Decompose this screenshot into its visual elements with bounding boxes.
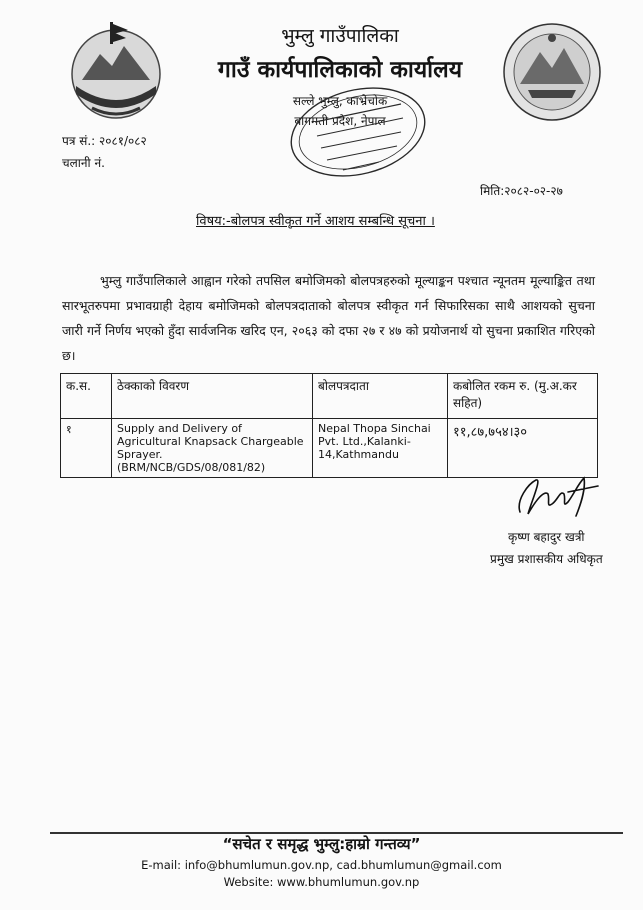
cell-bidder: Nepal Thopa Sinchai Pvt. Ltd.,Kalanki-14,Kathmandu xyxy=(313,419,448,478)
col-header-description: ठेक्काको विवरण xyxy=(112,374,313,419)
signatory-name: कृष्ण बहादुर खत्री xyxy=(508,530,585,544)
col-header-amount: कबोलित रकम रु. (मु.अ.कर सहित) xyxy=(448,374,598,419)
office-name: गाउँ कार्यपालिकाको कार्यालय xyxy=(217,57,463,83)
table-row xyxy=(61,419,598,478)
cell-amount: ११,८७,७५४।३० xyxy=(448,419,598,478)
bid-award-table xyxy=(60,373,598,478)
cell-description: Supply and Delivery of Agricultural Knapsack Chargeable Sprayer. (BRM/NCB/GDS/08/081/82) xyxy=(112,419,313,478)
nepal-government-emblem xyxy=(62,18,170,126)
col-header-sn: क.स. xyxy=(61,374,112,419)
cell-sn: १ xyxy=(61,419,112,478)
municipality-name: भुम्लु गाउँपालिका xyxy=(281,25,399,47)
handwritten-signature xyxy=(506,470,606,525)
office-province: बागमती प्रदेश, नेपाल xyxy=(294,114,386,128)
footer-motto: “सचेत र समृद्ध भुम्लु:हाम्रो गन्तव्य” xyxy=(222,835,421,853)
notice-body: भुम्लु गाउँपालिकाले आह्वान गरेको तपसिल बमोजिमको बोलपत्रहरुको मूल्याङ्कन पश्चात न्यूनतम मूल्याङ्कित तथा सारभूतरुपमा प्रभावग्राही देहाय बमोजिमको बोलपत्रदाताको बोलपत्र स्वीकृत गर्न सिफारिसका साथै आशयको सुचना जारी गर्ने निर्णय भएको हुँदा सार्वजनिक खरिद एन, २०६३ को दफा २७ र ४७ को प्रयोजनार्थ यो सुचना प्रकाशित गरिएको छ। xyxy=(62,273,595,363)
notice-subject: विषय:-बोलपत्र स्वीकृत गर्ने आशय सम्बन्धि सूचना । xyxy=(196,214,435,229)
footer-email: E-mail: info@bhumlumun.gov.np, cad.bhumlumun@gmail.com xyxy=(141,858,502,872)
table-header-row xyxy=(61,374,598,419)
col-header-bidder: बोलपत्रदाता xyxy=(313,374,448,419)
signatory-title: प्रमुख प्रशासकीय अधिकृत xyxy=(490,552,603,566)
letter-number: पत्र सं.: २०८१/०८२ xyxy=(62,134,147,148)
footer-website: Website: www.bhumlumun.gov.np xyxy=(223,875,420,889)
dispatch-number: चलानी नं. xyxy=(62,156,105,170)
official-stamp xyxy=(283,84,433,184)
office-address: सल्ले भुम्लु, काभ्रेचोक xyxy=(292,94,388,108)
bhumlu-municipality-logo xyxy=(498,18,606,126)
notice-date: मिति:२०८२-०२-२७ xyxy=(480,184,563,198)
